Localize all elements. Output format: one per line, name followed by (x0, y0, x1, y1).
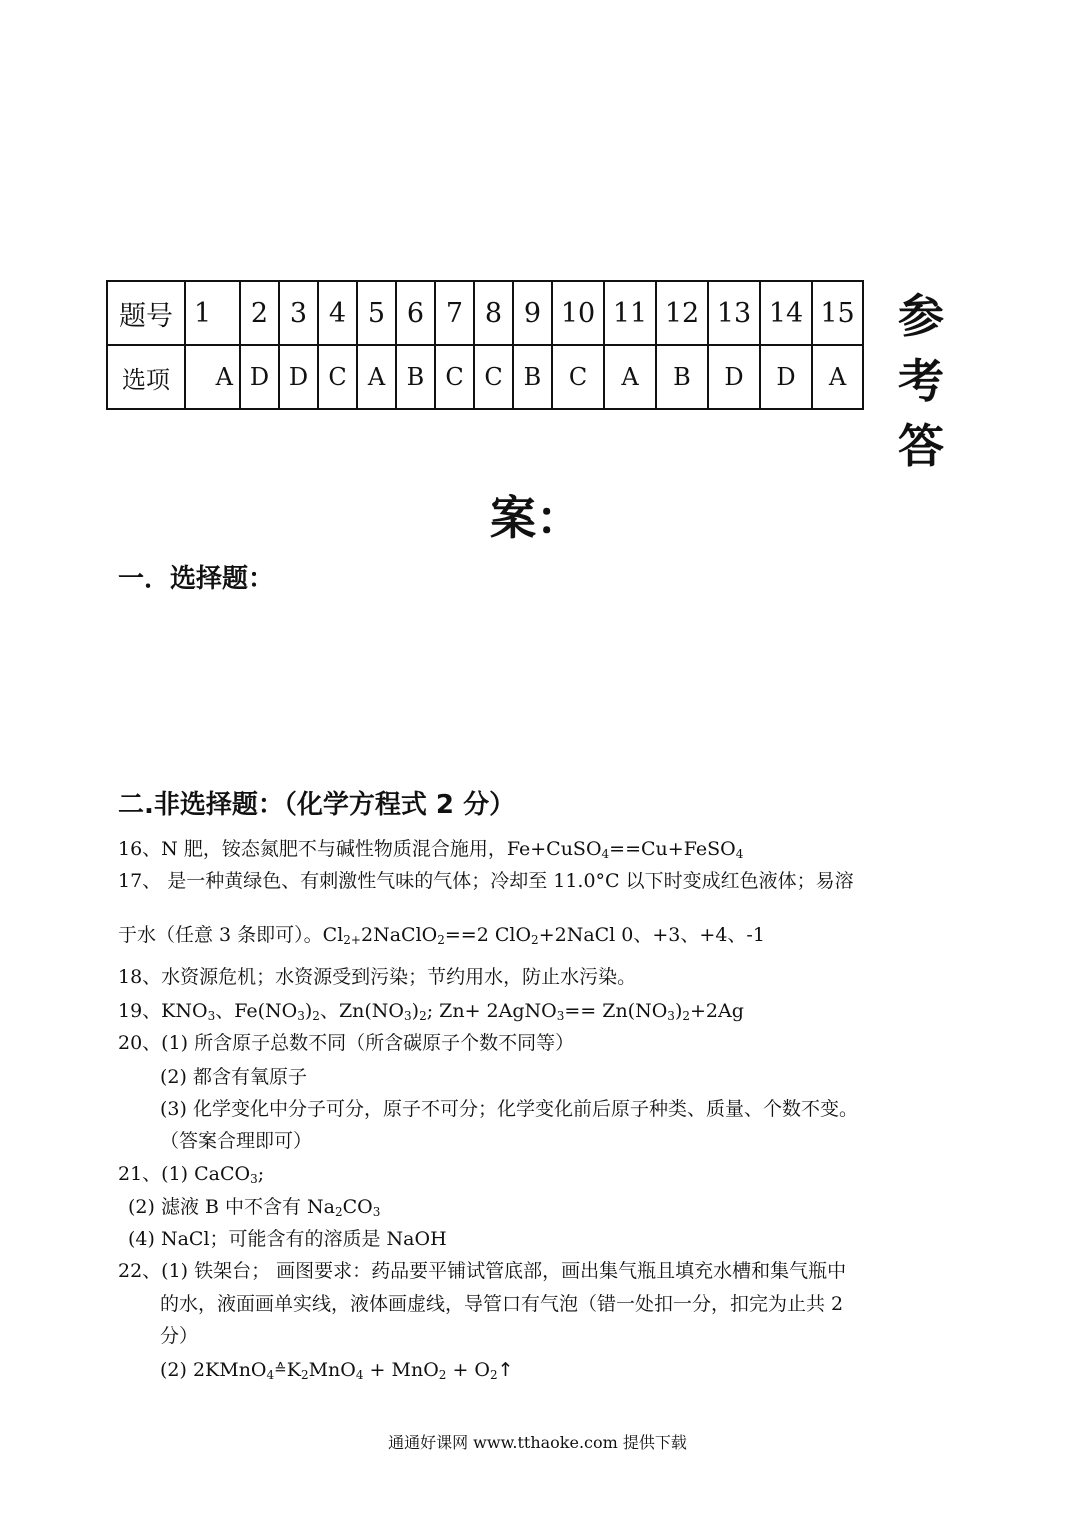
answer-cell: B (656, 345, 708, 409)
answer-17-line2 (118, 924, 765, 948)
subscript: 3 (404, 1009, 412, 1023)
answer-cell: C (474, 345, 513, 409)
answer-20-part1: 20、(1) 所含原子总数不同（所含碳原子个数不同等） (118, 1032, 575, 1054)
table-row-answers (107, 345, 863, 409)
question-number-cell: 12 (656, 281, 708, 345)
subscript: 2+ (343, 933, 361, 947)
table-row-numbers (107, 281, 863, 345)
answer-text: ) (674, 1000, 683, 1022)
answer-cell: A (185, 345, 240, 409)
subscript: 2 (531, 933, 539, 947)
question-number-cell: 14 (760, 281, 812, 345)
question-number-cell: 8 (474, 281, 513, 345)
subscript: 2 (682, 1009, 690, 1023)
answer-21-part2 (128, 1196, 380, 1220)
answer-cell: B (396, 345, 435, 409)
answer-cell: D (279, 345, 318, 409)
subscript: 4 (355, 1368, 364, 1382)
subscript: 3 (667, 1009, 675, 1023)
answer-cell: A (357, 345, 396, 409)
subscript: 3 (372, 1205, 381, 1219)
answer-text: (2) 2KMnO (160, 1359, 267, 1381)
answer-text: 于水（任意 3 条即可）。Cl (118, 924, 344, 946)
answer-21-part4: (4) NaCl；可能含有的溶质是 NaOH (128, 1228, 447, 1250)
subscript: 2 (437, 933, 445, 947)
title-char: 参 (898, 289, 944, 343)
section-heading-nonchoice: 二.非选择题：（化学方程式 2 分） (118, 790, 516, 820)
title-char: 考 (898, 354, 944, 408)
question-number-cell: 4 (318, 281, 357, 345)
subscript: 2 (419, 1009, 427, 1023)
answer-22-line3: 分） (160, 1325, 199, 1347)
gas-arrow-icon: ↑ (497, 1359, 514, 1381)
subscript: 4 (266, 1368, 275, 1382)
answer-text: CO (342, 1196, 373, 1218)
subscript: 2 (490, 1368, 498, 1382)
question-number-cell: 5 (357, 281, 396, 345)
question-number-cell: 1 (185, 281, 240, 345)
question-number-cell: 13 (708, 281, 760, 345)
answer-text: ) (411, 1000, 420, 1022)
heating-sign-icon: ≙ (274, 1360, 287, 1378)
answer-text: 19、KNO (118, 1000, 208, 1022)
title-char: 答 (898, 419, 944, 473)
footer-credit: 通通好课网 www.tthaoke.com 提供下载 (388, 1433, 687, 1452)
subscript: 3 (297, 1009, 305, 1023)
question-number-cell: 15 (812, 281, 863, 345)
row-label-number: 题号 (107, 281, 185, 345)
answer-17-line1: 17、 是一种黄绿色、有刺激性气味的气体；冷却至 11.0°C 以下时变成红色液体；易溶 (118, 870, 854, 892)
subscript: 3 (250, 1172, 258, 1186)
section-heading-choice: 一．选择题： (118, 564, 275, 594)
answer-text: 21、(1) CaCO (118, 1163, 251, 1185)
answer-text: ; (257, 1163, 265, 1185)
answer-text: == Zn(NO (564, 1000, 668, 1022)
answer-text: 、Fe(NO (215, 1000, 298, 1022)
answer-text: ; Zn+ 2AgNO (426, 1000, 557, 1022)
answer-19 (118, 1000, 744, 1024)
answer-text: 、Zn(NO (319, 1000, 404, 1022)
answer-cell: C (435, 345, 474, 409)
question-number-cell: 11 (604, 281, 656, 345)
question-number-cell: 6 (396, 281, 435, 345)
subscript: 2 (312, 1009, 320, 1023)
answer-22-equation (160, 1359, 514, 1383)
answer-cell: A (812, 345, 863, 409)
answer-text: ==Cu+FeSO (609, 838, 736, 860)
answer-text: ==2 ClO (444, 924, 532, 946)
answer-20-note: （答案合理即可） (160, 1130, 313, 1152)
answer-text: K (286, 1359, 301, 1381)
answer-text: 16、N 肥，铵态氮肥不与碱性物质混合施用，Fe+CuSO (118, 838, 602, 860)
answer-cell: D (708, 345, 760, 409)
answer-20-part3: (3) 化学变化中分子可分，原子不可分；化学变化前后原子种类、质量、个数不变。 (160, 1098, 858, 1120)
answer-cell: C (318, 345, 357, 409)
answer-cell: D (240, 345, 279, 409)
page-title-vertical (892, 284, 950, 479)
subscript: 4 (735, 847, 744, 861)
question-number-cell: 9 (513, 281, 552, 345)
subscript: 4 (601, 847, 610, 861)
page-title-tail: 案： (490, 491, 582, 545)
answer-cell: C (552, 345, 604, 409)
answer-cell: A (604, 345, 656, 409)
subscript: 3 (207, 1009, 216, 1023)
answer-16 (118, 838, 743, 862)
answer-text: ) (304, 1000, 313, 1022)
row-label-option: 选项 (107, 345, 185, 409)
subscript: 2 (335, 1205, 343, 1219)
answer-text: + O (446, 1359, 490, 1381)
question-number-cell: 10 (552, 281, 604, 345)
answer-cell: B (513, 345, 552, 409)
subscript: 2 (438, 1368, 447, 1382)
answer-text: 2NaClO (361, 924, 438, 946)
question-number-cell: 2 (240, 281, 279, 345)
answer-table (106, 280, 864, 410)
answer-22-line2: 的水，液面画单实线，液体画虚线，导管口有气泡（错一处扣一分，扣完为止共 2 (160, 1293, 844, 1315)
answer-21-part1 (118, 1163, 264, 1187)
answer-text: (2) 滤液 B 中不含有 Na (128, 1196, 335, 1218)
subscript: 3 (556, 1009, 565, 1023)
subscript: 2 (300, 1368, 309, 1382)
answer-cell: D (760, 345, 812, 409)
answer-22-line1: 22、(1) 铁架台； 画图要求：药品要平铺试管底部，画出集气瓶且填充水槽和集气瓶中 (118, 1260, 847, 1282)
question-number-cell: 3 (279, 281, 318, 345)
answer-text: + MnO (363, 1359, 439, 1381)
answer-20-part2: (2) 都含有氧原子 (160, 1066, 307, 1088)
answer-text: +2NaCl 0、+3、+4、-1 (538, 924, 765, 946)
answer-text: +2Ag (690, 1000, 744, 1022)
answer-text: MnO (308, 1359, 356, 1381)
answer-18: 18、水资源危机；水资源受到污染；节约用水，防止水污染。 (118, 966, 637, 988)
question-number-cell: 7 (435, 281, 474, 345)
